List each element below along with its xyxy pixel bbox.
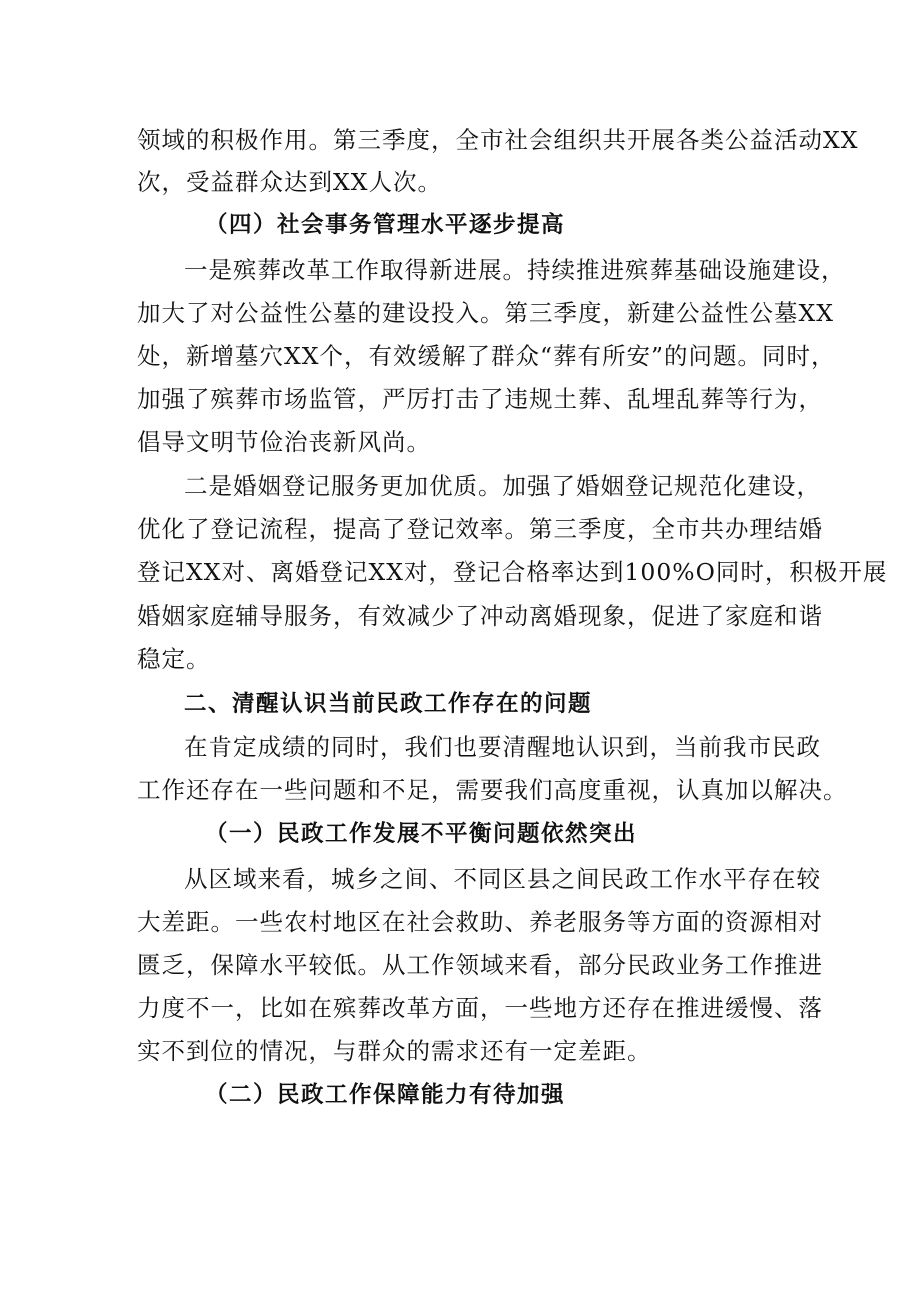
- section-heading: （二）民政工作保障能力有待加强: [205, 1082, 566, 1108]
- paragraph-line: 力度不一，比如在殡葬改革方面，一些地方还存在推进缓慢、落: [137, 994, 823, 1022]
- paragraph-line: 匮乏，保障水平较低。从工作领域来看，部分民政业务工作推进: [137, 951, 823, 979]
- paragraph-line: 二是婚姻登记服务更加优质。加强了婚姻登记规范化建设，: [184, 472, 821, 500]
- paragraph-line: 加强了殡葬市场监管，严厉打击了违规土葬、乱埋乱葬等行为，: [137, 385, 823, 413]
- paragraph-line: 大差距。一些农村地区在社会救助、养老服务等方面的资源相对: [137, 908, 823, 936]
- section-heading: （四）社会事务管理水平逐步提高: [205, 212, 566, 238]
- paragraph-line: 加大了对公益性公墓的建设投入。第三季度，新建公益性公墓XX: [137, 299, 834, 327]
- paragraph-line: 工作还存在一些问题和不足，需要我们高度重视，认真加以解决。: [137, 776, 848, 804]
- paragraph-line: 实不到位的情况，与群众的需求还有一定差距。: [137, 1037, 652, 1065]
- paragraph-line: 在肯定成绩的同时，我们也要清醒地认识到，当前我市民政: [184, 733, 821, 761]
- paragraph-line: 一是殡葬改革工作取得新进展。持续推进殡葬基础设施建设，: [184, 256, 846, 284]
- paragraph-line: 婚姻家庭辅导服务，有效减少了冲动离婚现象，促进了家庭和谐: [137, 602, 823, 630]
- chapter-heading: 二、清醒认识当前民政工作存在的问题: [184, 691, 593, 717]
- paragraph-line: 从区域来看，城乡之间、不同区县之间民政工作水平存在较: [184, 865, 821, 893]
- paragraph-line: 倡导文明节俭治丧新风尚。: [137, 428, 431, 456]
- section-heading: （一）民政工作发展不平衡问题依然突出: [205, 821, 638, 847]
- paragraph-line: 次，受益群众达到XX人次。: [137, 168, 442, 196]
- paragraph-line: 登记XX对、离婚登记XX对，登记合格率达到100%O同时，积极开展: [137, 558, 888, 586]
- paragraph-line: 领域的积极作用。第三季度，全市社会组织共开展各类公益活动XX: [137, 126, 859, 154]
- paragraph-line: 处，新增墓穴XX个，有效缓解了群众“葬有所安”的问题。同时，: [137, 342, 836, 370]
- paragraph-line: 优化了登记流程，提高了登记效率。第三季度，全市共办理结婚: [137, 515, 823, 543]
- paragraph-line: 稳定。: [137, 645, 211, 673]
